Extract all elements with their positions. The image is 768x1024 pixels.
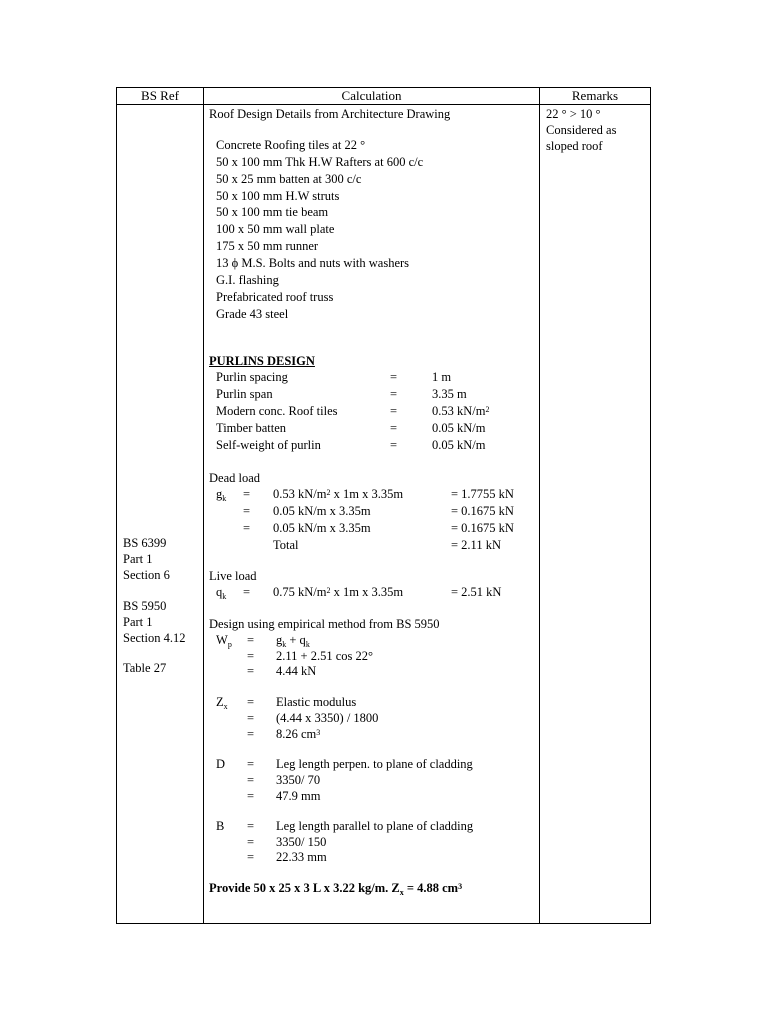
purlin-label: Timber batten — [216, 421, 287, 435]
purlin-value: 1 m — [432, 370, 452, 384]
calculation-cell — [204, 105, 540, 924]
b-eq: = — [247, 835, 255, 849]
purlin-value: 3.35 m — [432, 387, 467, 401]
d-eq: = — [247, 773, 255, 787]
material-item: 50 x 100 mm Thk H.W Rafters at 600 c/c — [216, 155, 424, 169]
wp-line: 4.44 kN — [276, 664, 317, 678]
wp-symbol: $W_p$ — [216, 633, 232, 649]
ref-bs5950-section: Section 4.12 — [123, 631, 186, 645]
d-symbol: D — [216, 757, 226, 771]
ref-table: Table 27 — [123, 661, 167, 675]
dead-result: = 0.1675 kN — [451, 504, 514, 518]
b-line: 22.33 mm — [276, 850, 327, 864]
dead-expr: 0.05 kN/m x 3.35m — [273, 504, 371, 518]
wp-eq: = — [247, 649, 255, 663]
zx-eq: = — [247, 695, 255, 709]
b-line: 3350/ 150 — [276, 835, 327, 849]
header-remarks: Remarks — [540, 88, 651, 105]
live-load-heading: Live load — [209, 569, 257, 583]
zx-eq: = — [247, 727, 255, 741]
remark-line: 22 ° > 10 ° — [546, 107, 601, 121]
purlin-label: Purlin spacing — [216, 370, 288, 384]
dead-eq: = — [243, 487, 251, 501]
d-line: Leg length perpen. to plane of cladding — [276, 757, 473, 771]
zx-eq: = — [247, 711, 255, 725]
purlin-eq: = — [390, 404, 398, 418]
material-item: 175 x 50 mm runner — [216, 239, 319, 253]
material-item: Concrete Roofing tiles at 22 ° — [216, 138, 366, 152]
dead-load-heading: Dead load — [209, 471, 261, 485]
ref-bs6399-section: Section 6 — [123, 568, 170, 582]
material-item: 50 x 100 mm H.W struts — [216, 189, 340, 203]
purlin-label: Self-weight of purlin — [216, 438, 321, 452]
ref-cell — [117, 105, 204, 924]
purlin-eq: = — [390, 370, 398, 384]
live-expr: 0.75 $kN/m^2$ x 1m x 3.35m — [273, 585, 404, 599]
wp-line: 2.11 + 2.51 cos 22° — [276, 649, 373, 663]
dead-total-label: Total — [273, 538, 299, 552]
ref-bs5950-part: Part 1 — [123, 615, 153, 629]
remark-line: sloped roof — [546, 139, 603, 153]
header-bs-ref: BS Ref — [117, 88, 204, 105]
design-table — [116, 87, 651, 924]
purlin-value: 0.05 kN/m — [432, 421, 486, 435]
wp-eq: = — [247, 664, 255, 678]
ref-bs5950: BS 5950 — [123, 599, 167, 613]
purlin-eq: = — [390, 387, 398, 401]
gk-symbol: $g_k$ — [216, 487, 227, 503]
header-calculation: Calculation — [204, 88, 540, 105]
b-eq: = — [247, 850, 255, 864]
purlin-eq: = — [390, 438, 398, 452]
purlin-label: Modern conc. Roof tiles — [216, 404, 338, 418]
material-item: Grade 43 steel — [216, 307, 289, 321]
purlin-eq: = — [390, 421, 398, 435]
content-row — [117, 105, 651, 924]
dead-eq: = — [243, 521, 251, 535]
qk-symbol: $q_k$ — [216, 585, 227, 601]
zx-symbol: $Z_x$ — [216, 695, 228, 711]
dead-result: = 1.7755 kN — [451, 487, 514, 501]
material-item: 100 x 50 mm wall plate — [216, 222, 335, 236]
b-line: Leg length parallel to plane of cladding — [276, 819, 474, 833]
remark-line: Considered as — [546, 123, 617, 137]
b-eq: = — [247, 819, 255, 833]
provide-statement: Provide 50 x 25 x 3 L x 3.22 kg/m. $Z_x = 4.88$ $cm^3$ — [209, 881, 463, 897]
zx-line: 8.26 $cm^3$ — [276, 727, 321, 741]
material-item: 13 ϕ M.S. Bolts and nuts with washers — [216, 256, 410, 270]
ref-bs6399-part: Part 1 — [123, 552, 153, 566]
ref-bs6399: BS 6399 — [123, 536, 167, 550]
zx-line: Elastic modulus — [276, 695, 357, 709]
purlin-label: Purlin span — [216, 387, 273, 401]
dead-eq: = — [243, 504, 251, 518]
dead-expr: 0.05 kN/m x 3.35m — [273, 521, 371, 535]
purlin-value: 0.05 kN/m — [432, 438, 486, 452]
header-row — [117, 88, 651, 105]
remarks-cell — [540, 105, 651, 924]
d-eq: = — [247, 757, 255, 771]
material-item: Prefabricated roof truss — [216, 290, 334, 304]
d-line: 3350/ 70 — [276, 773, 321, 787]
dead-result: = 0.1675 kN — [451, 521, 514, 535]
material-item: 50 x 25 mm batten at 300 c/c — [216, 172, 362, 186]
dead-expr: 0.53 $kN/m^2$ x 1m x 3.35m — [273, 487, 404, 501]
live-result: = 2.51 kN — [451, 585, 502, 599]
material-item: G.I. flashing — [216, 273, 279, 287]
b-symbol: B — [216, 819, 225, 833]
d-line: 47.9 mm — [276, 789, 321, 803]
wp-line: $g_k + q_k$ — [276, 633, 310, 649]
material-item: 50 x 100 mm tie beam — [216, 205, 329, 219]
empirical-heading: Design using empirical method from BS 5950 — [209, 617, 440, 631]
intro-text: Roof Design Details from Architecture Drawing — [209, 107, 451, 121]
wp-eq: = — [247, 633, 255, 647]
purlins-heading: PURLINS DESIGN — [209, 354, 315, 368]
d-eq: = — [247, 789, 255, 803]
zx-line: (4.44 x 3350) / 1800 — [276, 711, 379, 725]
live-eq: = — [243, 585, 251, 599]
purlin-value: 0.53 $kN/m^2$ — [432, 404, 490, 418]
dead-total-value: = 2.11 kN — [451, 538, 501, 552]
